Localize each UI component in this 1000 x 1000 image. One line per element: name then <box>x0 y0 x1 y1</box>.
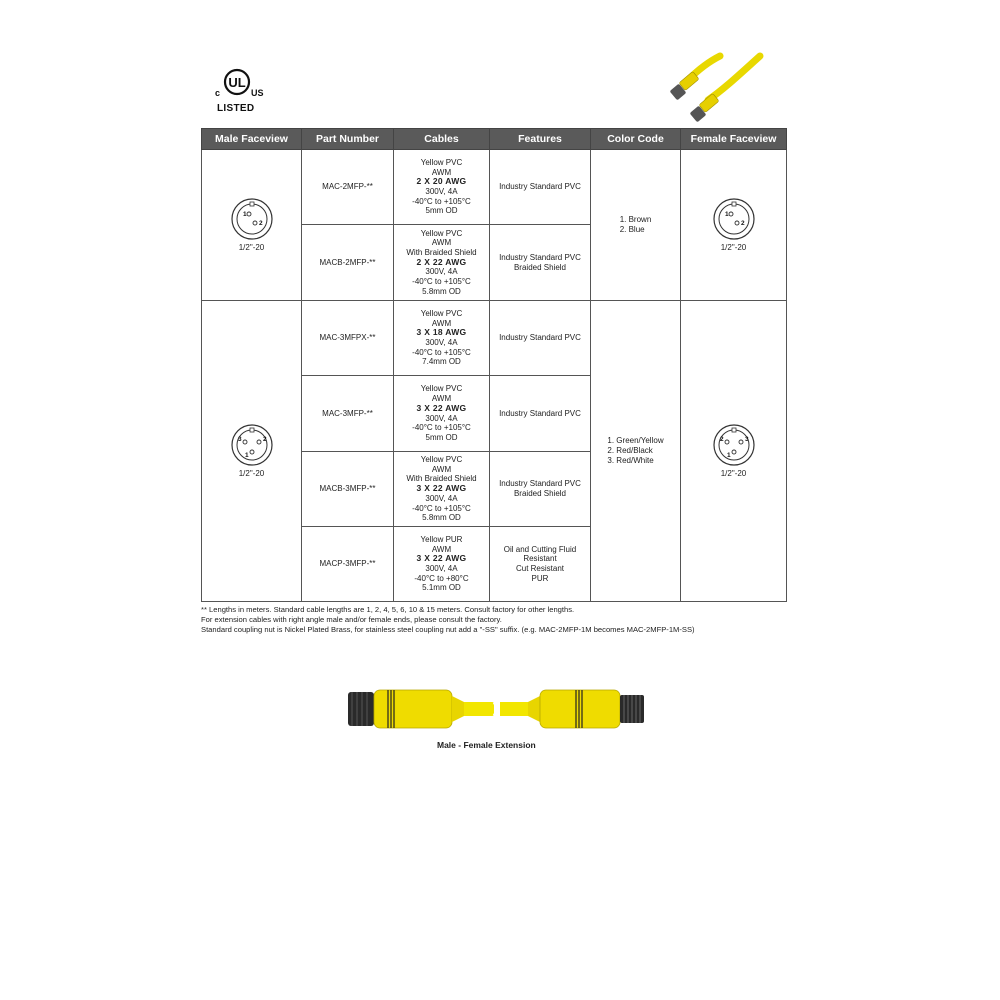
cable-awg-line: 3 X 22 AWG <box>416 483 467 494</box>
cable-product-photo <box>668 52 772 122</box>
cable-spec-line: 5.8mm OD <box>422 513 461 523</box>
feature-line: PUR <box>531 573 549 583</box>
features-cell <box>490 225 591 301</box>
color-code-line: 3. Red/White <box>607 456 654 465</box>
male-faceview-cell <box>202 301 302 602</box>
part-number-cell: MACP-3MFP-** <box>302 527 394 602</box>
table-row <box>202 301 787 376</box>
feature-line: Braided Shield <box>513 262 567 272</box>
part-number-cell: MACB-3MFP-** <box>302 452 394 527</box>
feature-line: Industry Standard PVC <box>499 408 581 418</box>
extension-caption: Male - Female Extension <box>437 740 536 750</box>
pin-number-label: 2 <box>258 220 263 228</box>
header-part-number: Part Number <box>302 129 394 150</box>
pin-number-label: 1 <box>724 211 729 219</box>
feature-line: Braided Shield <box>513 489 567 498</box>
color-code-line: 2. Blue <box>619 225 645 234</box>
header-male-faceview: Male Faceview <box>202 129 302 150</box>
footnotes <box>201 605 801 635</box>
part-number-cell: MAC-3MFPX-** <box>302 301 394 376</box>
cable-spec-cell <box>394 225 490 301</box>
pin-number-label: 2 <box>740 220 745 228</box>
male-faceview-diagram <box>230 197 274 241</box>
cable-spec-line: 300V, 4A <box>425 338 458 347</box>
part-number-cell: MACB-2MFP-** <box>302 225 394 301</box>
cable-spec-line: 7.4mm OD <box>422 357 461 367</box>
feature-line: Industry Standard PVC <box>499 182 581 192</box>
female-faceview-cell <box>681 301 787 602</box>
thread-size-label: 1/2"-20 <box>720 243 747 253</box>
cable-spec-line: Yellow PVC <box>420 384 463 394</box>
cable-spec-line: 5mm OD <box>425 432 458 442</box>
cable-spec-cell <box>394 150 490 225</box>
cable-spec-line: Yellow PVC <box>420 308 463 318</box>
cable-awg-line: 2 X 22 AWG <box>416 256 467 267</box>
pin-number-label: 3 <box>237 436 242 444</box>
cable-awg-line: 3 X 18 AWG <box>416 327 467 338</box>
pin-number-label: 2 <box>719 436 724 444</box>
cable-spec-line: 5.1mm OD <box>422 583 461 593</box>
cable-spec-cell <box>394 301 490 376</box>
cable-spec-line: -40°C to +105°C <box>412 277 471 287</box>
header-color-code: Color Code <box>591 129 681 150</box>
feature-line: Industry Standard PVC <box>499 479 581 489</box>
cable-spec-line: 300V, 4A <box>425 187 458 196</box>
cable-spec-line: Yellow PVC <box>420 455 463 465</box>
female-faceview-diagram <box>712 197 756 241</box>
cable-spec-line: Yellow PVC <box>420 157 463 167</box>
ul-letters: UL <box>228 75 246 90</box>
footnote-coupling-nut: Standard coupling nut is Nickel Plated Brass, for stainless steel coupling nut add a "-SS" suffix. (e.g. MAC-2MFP-1M becomes MAC-2MFP-1M-SS) <box>201 625 695 634</box>
features-cell <box>490 301 591 376</box>
cable-spec-line: 300V, 4A <box>425 267 458 277</box>
pin-number-label: 1 <box>726 452 731 460</box>
cable-spec-line: -40°C to +80°C <box>414 573 469 583</box>
thread-size-label: 1/2"-20 <box>720 469 747 479</box>
female-faceview-cell <box>681 150 787 301</box>
cable-spec-line: AWM <box>431 544 452 554</box>
cable-spec-line: AWM <box>431 394 452 404</box>
table-header-row <box>202 129 787 150</box>
male-faceview-diagram <box>230 423 274 467</box>
ul-c-letter: c <box>215 88 221 98</box>
cable-spec-cell <box>394 452 490 527</box>
cable-spec-line: AWM <box>431 167 452 177</box>
ul-us-letters: US <box>251 88 264 98</box>
feature-line: Resistant <box>523 554 557 564</box>
cable-spec-line: 300V, 4A <box>425 564 458 573</box>
cable-spec-line: AWM <box>431 238 452 248</box>
pin-number-label: 1 <box>244 452 249 460</box>
part-number-cell: MAC-2MFP-** <box>302 150 394 225</box>
part-number-cell: MAC-3MFP-** <box>302 376 394 452</box>
feature-line: Oil and Cutting Fluid <box>503 544 577 554</box>
features-cell <box>490 376 591 452</box>
cable-awg-line: 3 X 22 AWG <box>416 402 467 413</box>
footnote-right-angle: For extension cables with right angle male and/or female ends, please consult the factory. <box>201 615 502 624</box>
cable-spec-line: AWM <box>431 318 452 328</box>
cable-spec-line: -40°C to +105°C <box>412 503 471 513</box>
color-code-cell <box>591 150 681 301</box>
cable-spec-line: -40°C to +105°C <box>412 347 471 357</box>
cable-spec-line: -40°C to +105°C <box>412 423 471 433</box>
cable-spec-cell <box>394 527 490 602</box>
pin-number-label: 1 <box>242 211 247 219</box>
pin-number-label: 2 <box>262 436 267 444</box>
table-row <box>202 150 787 225</box>
connector-spec-table <box>201 128 787 602</box>
color-code-cell <box>591 301 681 602</box>
female-faceview-diagram <box>712 423 756 467</box>
cable-awg-line: 3 X 22 AWG <box>416 553 467 564</box>
features-cell <box>490 452 591 527</box>
color-code-line: 1. Brown <box>619 215 652 224</box>
header-female-faceview: Female Faceview <box>681 129 787 150</box>
cable-awg-line: 2 X 20 AWG <box>416 176 467 187</box>
cable-spec-line: 5mm OD <box>425 206 458 216</box>
pin-number-label: 3 <box>744 436 749 444</box>
color-code-line: 1. Green/Yellow <box>607 436 664 445</box>
cable-spec-line: 300V, 4A <box>425 493 458 503</box>
footnote-lengths: ** Lengths in meters. Standard cable lengths are 1, 2, 4, 5, 6, 10 & 15 meters. Consult factory for other lengths. <box>201 605 575 614</box>
cable-spec-line: AWM <box>431 464 452 474</box>
male-faceview-cell <box>202 150 302 301</box>
thread-size-label: 1/2"-20 <box>238 469 265 479</box>
color-code-line: 2. Red/Black <box>607 446 653 455</box>
cable-spec-line: With Braided Shield <box>406 474 477 484</box>
features-cell <box>490 150 591 225</box>
cable-spec-line: -40°C to +105°C <box>412 196 471 206</box>
cable-spec-cell <box>394 376 490 452</box>
cable-spec-line: 5.8mm OD <box>422 286 461 296</box>
feature-line: Cut Resistant <box>515 564 565 573</box>
thread-size-label: 1/2"-20 <box>238 243 265 253</box>
feature-line: Industry Standard PVC <box>499 252 581 262</box>
extension-cable-photo <box>344 684 656 734</box>
header-features: Features <box>490 129 591 150</box>
cable-spec-line: With Braided Shield <box>406 247 477 257</box>
cable-spec-line: Yellow PVC <box>420 228 463 238</box>
header-cables: Cables <box>394 129 490 150</box>
ul-listed-label: LISTED <box>217 103 255 114</box>
cable-spec-line: 300V, 4A <box>425 413 458 423</box>
cable-spec-line: Yellow PUR <box>420 534 463 544</box>
features-cell <box>490 527 591 602</box>
feature-line: Industry Standard PVC <box>499 333 581 343</box>
